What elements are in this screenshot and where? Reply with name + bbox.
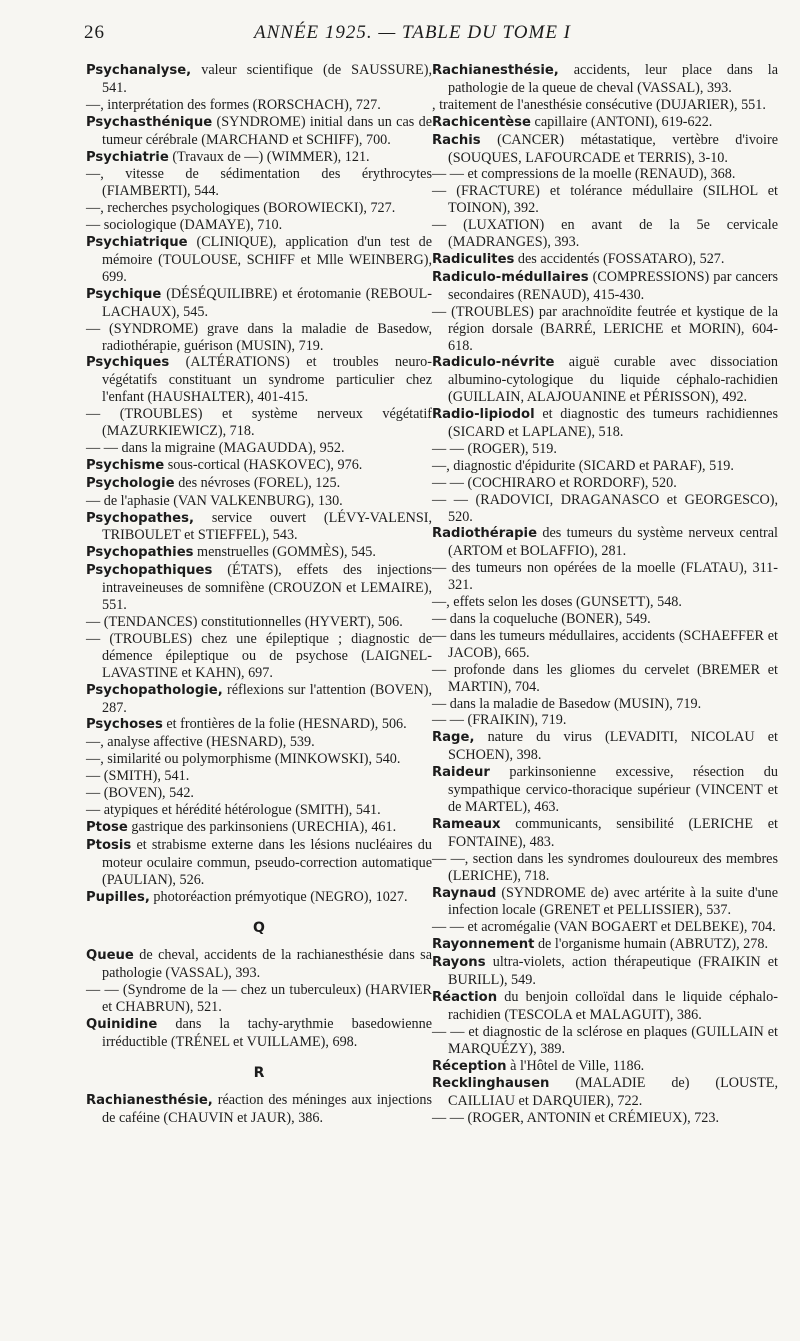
entry-text: et strabisme externe dans les lésions nucléaires du moteur oculaire commun, pseudo-correction automatique (PAULIAN), 526.: [102, 836, 432, 888]
index-entry: [86, 631, 432, 682]
entry-text: ultra-violets, action thérapeutique (FRAIKIN et BURILL), 549.: [448, 954, 778, 989]
index-entry: [86, 889, 432, 907]
index-entry: [432, 441, 778, 458]
entry-headword: Rachicentèse: [432, 114, 531, 130]
index-entry: [86, 440, 432, 457]
index-entry: [86, 321, 432, 355]
entry-text: —, diagnostic d'épidurite (SICARD et PARAF), 519.: [432, 457, 734, 474]
index-entry: [432, 851, 778, 885]
entry-text: de cheval, accidents de la rachianesthésie dans sa pathologie (VASSAL), 393.: [102, 947, 432, 982]
entry-text: — — (ROGER, ANTONIN et CRÉMIEUX), 723.: [432, 1110, 720, 1127]
entry-text: (SYNDROME de) avec artérite à la suite d'une infection locale (GRENET et PELLISSIER), 537.: [448, 884, 778, 919]
index-entry: [432, 132, 778, 167]
index-entry: [432, 217, 778, 251]
entry-text: —, recherches psychologiques (BOROWIECKI), 727.: [86, 200, 396, 217]
index-entry: [86, 837, 432, 889]
entry-text: nature du virus (LEVADITI, NICOLAU et SCHOEN), 398.: [448, 729, 778, 764]
entry-text: , traitement de l'anesthésie consécutive (DUJARIER), 551.: [432, 96, 766, 113]
entry-text: — (FRACTURE) et tolérance médullaire (SILHOL et TOINON), 392.: [432, 183, 778, 217]
entry-text: valeur scientifique (de SAUSSURE), 541.: [102, 62, 432, 96]
entry-headword: Queue: [86, 948, 134, 964]
entry-text: — — (COCHIRARO et RORDORF), 520.: [432, 474, 677, 491]
entry-headword: Radiothérapie: [432, 526, 538, 542]
index-entry: [86, 286, 432, 321]
index-entry: [432, 354, 778, 406]
entry-headword: Rayons: [432, 955, 486, 971]
entry-headword: Psychasthénique: [86, 114, 213, 130]
entry-text: (SYNDROME) initial dans un cas de tumeur cérébrale (MARCHAND et SCHIFF), 700.: [102, 113, 432, 148]
index-entry: [432, 729, 778, 764]
entry-headword: Psychanalyse,: [86, 63, 192, 78]
entry-text: communicants, sensibilité (LERICHE et FONTAINE), 483.: [448, 815, 778, 850]
index-entry: [86, 217, 432, 234]
entry-text: —, similarité ou polymorphisme (MINKOWSKI), 540.: [86, 751, 401, 768]
entry-text: à l'Hôtel de Ville, 1186.: [506, 1057, 645, 1074]
index-entry: [86, 354, 432, 406]
index-entry: [86, 716, 432, 734]
entry-text: — profonde dans les gliomes du cervelet (BREMER et MARTIN), 704.: [432, 661, 778, 695]
index-entry: [432, 764, 778, 816]
entry-text: service ouvert (LÉVY-VALENSI, TRIBOULET et STIEFFEL), 543.: [102, 509, 432, 544]
entry-text: réaction des méninges aux injections de caféine (CHAUVIN et JAUR), 386.: [102, 1091, 432, 1126]
index-entry: [432, 1024, 778, 1058]
index-entry: [86, 562, 432, 614]
index-entry: [86, 614, 432, 631]
entry-text: — — et compressions de la moelle (RENAUD), 368.: [432, 166, 736, 183]
index-entry: [86, 475, 432, 493]
page-number: 26: [84, 22, 105, 43]
index-entry: [86, 802, 432, 819]
entry-text: — — (ROGER), 519.: [432, 440, 557, 457]
entry-headword: Rayonnement: [432, 937, 535, 953]
index-entry: [432, 1058, 778, 1076]
entry-headword: Rachianesthésie,: [86, 1092, 213, 1108]
entry-headword: Psychopathiques: [86, 563, 213, 579]
entry-text: — (SYNDROME) grave dans la maladie de Basedow, radiothérapie, guérison (MUSIN), 719.: [86, 320, 432, 354]
index-entry: [86, 785, 432, 802]
index-entry: [432, 696, 778, 713]
entry-headword: Recklinghausen: [432, 1076, 550, 1092]
entry-headword: Raideur: [432, 765, 490, 781]
entry-text: — — (RADOVICI, DRAGANASCO et GEORGESCO), 520.: [432, 491, 778, 525]
entry-headword: Rachis: [432, 132, 481, 148]
entry-text: — de l'aphasie (VAN VALKENBURG), 130.: [86, 492, 343, 509]
index-entry: [86, 1092, 432, 1127]
index-column-left: [86, 62, 432, 1126]
section-letter: R: [253, 1064, 265, 1081]
entry-text: accidents, leur place dans la pathologie de la queue de cheval (VASSAL), 393.: [448, 62, 778, 96]
entry-text: — (TROUBLES) et système nerveux végétatif (MAZURKIEWICZ), 718.: [86, 406, 432, 440]
entry-text: menstruelles (GOMMÈS), 545.: [193, 544, 376, 561]
entry-text: (MALADIE de) (LOUSTE, CAILLIAU et DARQUIER), 722.: [448, 1075, 778, 1110]
index-entry: [432, 62, 778, 97]
index-entry: [86, 544, 432, 562]
index-entry: [432, 560, 778, 594]
index-entry: [86, 510, 432, 545]
entry-text: (ALTÉRATIONS) et troubles neuro-végétatifs constituant un syndrome particulier chez l'enfant (HAUSHALTER), 401-415.: [102, 354, 432, 406]
entry-text: — (LUXATION) en avant de la 5e cervicale (MADRANGES), 393.: [432, 217, 778, 251]
entry-text: du benjoin colloïdal dans le liquide céphalo-rachidien (TESCOLA et MALAGUIT), 386.: [448, 988, 778, 1023]
entry-headword: Radiculites: [432, 251, 515, 267]
index-entry: [432, 114, 778, 132]
entry-headword: Psychologie: [86, 475, 175, 491]
entry-headword: Psychopathies: [86, 545, 194, 561]
index-entry: [432, 628, 778, 662]
entry-headword: Raynaud: [432, 885, 497, 901]
index-entry: [86, 819, 432, 837]
entry-headword: Réception: [432, 1058, 507, 1074]
index-entry: [432, 458, 778, 475]
index-column-right: [432, 62, 778, 1127]
running-header: [84, 22, 764, 48]
index-entry: [86, 149, 432, 167]
entry-text: — — (FRAIKIN), 719.: [432, 712, 567, 729]
entry-text: des névroses (FOREL), 125.: [174, 474, 341, 491]
entry-headword: Psychiques: [86, 355, 170, 371]
index-entry: [86, 62, 432, 97]
entry-text: — (SMITH), 541.: [86, 768, 190, 785]
index-entry: [86, 768, 432, 785]
entry-text: parkinsonienne excessive, résection du sympathique cervico-thoracique supérieur (VINCENT et de MARTEL), 463.: [448, 764, 778, 815]
entry-text: (DÉSÉQUILIBRE) et érotomanie (REBOUL-LACHAUX), 545.: [102, 285, 432, 320]
entry-headword: Rage,: [432, 730, 475, 746]
index-entry: [86, 200, 432, 217]
index-entry: [86, 1016, 432, 1051]
index-entry: [432, 954, 778, 989]
entry-headword: Radiculo-névrite: [432, 355, 555, 371]
index-entry: [432, 475, 778, 492]
entry-headword: Psychiatrique: [86, 235, 188, 251]
index-entry: [432, 525, 778, 560]
entry-text: — dans la coqueluche (BONER), 549.: [432, 611, 651, 627]
entry-headword: Réaction: [432, 989, 498, 1005]
entry-text: (COMPRESSIONS) par cancers secondaires (RENAUD), 415-430.: [448, 268, 778, 303]
index-entry: [432, 611, 778, 628]
index-entry: [86, 97, 432, 114]
entry-text: et frontières de la folie (HESNARD), 506.: [162, 716, 407, 733]
index-entry: [432, 492, 778, 526]
entry-text: de l'organisme humain (ABRUTZ), 278.: [534, 936, 769, 953]
entry-headword: Psychique: [86, 286, 162, 302]
index-entry: [86, 493, 432, 510]
index-entry: [86, 982, 432, 1016]
entry-text: des tumeurs du système nerveux central (ARTOM et BOLAFFIO), 281.: [448, 525, 778, 560]
index-entry: [432, 712, 778, 729]
index-entry: [432, 1110, 778, 1127]
entry-text: —, vitesse de sédimentation des érythrocytes (FIAMBERTI), 544.: [86, 166, 432, 200]
entry-text: gastrique des parkinsoniens (URECHIA), 461.: [127, 818, 397, 835]
entry-text: —, interprétation des formes (RORSCHACH), 727.: [86, 96, 381, 113]
entry-headword: Pupilles,: [86, 889, 150, 905]
entry-headword: Radiculo-médullaires: [432, 269, 589, 285]
index-entry: [432, 919, 778, 936]
entry-text: — — et acromégalie (VAN BOGAERT et DELBEKE), 704.: [432, 919, 776, 936]
entry-text: — — dans la migraine (MAGAUDDA), 952.: [86, 439, 345, 456]
entry-text: — dans les tumeurs médullaires, accidents (SCHAEFFER et JACOB), 665.: [432, 627, 778, 661]
entry-text: capillaire (ANTONI), 619-622.: [530, 113, 713, 130]
index-entry: [432, 304, 778, 355]
entry-text: — (BOVEN), 542.: [86, 785, 194, 802]
entry-text: dans la tachy-arythmie basedowienne irréductible (TRÉNEL et VUILLAME), 698.: [102, 1015, 432, 1050]
entry-text: — — (Syndrome de la — chez un tuberculeux) (HARVIER et CHABRUN), 521.: [86, 982, 432, 1016]
index-entry: [432, 269, 778, 304]
entry-text: (Travaux de —) (WIMMER), 121.: [168, 148, 370, 165]
section-letter: Q: [253, 920, 265, 937]
entry-headword: Quinidine: [86, 1016, 158, 1032]
entry-text: — (TROUBLES) par arachnoïdite feutrée et kystique de la région dorsale (BARRÉ, LERICHE et MORIN), 604-618.: [432, 303, 778, 354]
entry-headword: Rameaux: [432, 816, 501, 832]
index-entry: [86, 234, 432, 286]
entry-text: des accidentés (FOSSATARO), 527.: [514, 250, 725, 267]
index-entry: [86, 457, 432, 475]
index-entry: [86, 734, 432, 751]
entry-text: —, effets selon les doses (GUNSETT), 548.: [432, 594, 682, 611]
index-entry: [432, 251, 778, 269]
index-entry: [432, 936, 778, 954]
entry-text: — atypiques et hérédité hétérologue (SMITH), 541.: [86, 801, 381, 818]
index-entry: [432, 166, 778, 183]
entry-text: (CLINIQUE), application d'un test de mémoire (TOULOUSE, SCHIFF et Mlle WEINBERG), 699.: [102, 234, 432, 285]
index-entry: [432, 594, 778, 611]
page-title: ANNÉE 1925. — TABLE DU TOME I: [254, 22, 571, 43]
index-entry: [432, 885, 778, 920]
entry-text: (CANCER) métastatique, vertèbre d'ivoire (SOUQUES, LAFOURCADE et TERRIS), 3-10.: [448, 131, 778, 166]
index-entry: [86, 166, 432, 200]
entry-headword: Psychisme: [86, 457, 165, 473]
entry-headword: Psychopathologie,: [86, 682, 223, 698]
index-entry: [432, 183, 778, 217]
index-entry: [86, 406, 432, 440]
index-entry: [432, 406, 778, 441]
entry-text: — (TROUBLES) chez une épileptique ; diagnostic de démence épileptique ou de psychose (LAIGNEL-LAVASTINE et KAHN), 697.: [86, 630, 432, 681]
entry-headword: Psychiatrie: [86, 149, 169, 165]
entry-text: aiguë curable avec dissociation albumino-cytologique du liquide céphalo-rachidien (GUILLAIN, ALAJOUANINE et PÉRISSON), 492.: [448, 354, 778, 406]
index-entry: [432, 816, 778, 851]
index-entry: [86, 114, 432, 149]
entry-headword: Psychoses: [86, 717, 163, 733]
entry-text: — —, section dans les syndromes douloureux des membres (LERICHE), 718.: [432, 850, 778, 884]
entry-headword: Ptosis: [86, 837, 132, 853]
index-entry: [86, 751, 432, 768]
index-entry: [432, 97, 778, 114]
index-entry: [432, 1075, 778, 1110]
entry-text: — des tumeurs non opérées de la moelle (FLATAU), 311-321.: [432, 560, 778, 594]
index-entry: [86, 947, 432, 982]
entry-text: sous-cortical (HASKOVEC), 976.: [164, 456, 363, 473]
entry-text: photoréaction prémyotique (NEGRO), 1027.: [149, 888, 408, 905]
index-entry: [86, 682, 432, 717]
entry-text: — — et diagnostic de la sclérose en plaques (GUILLAIN et MARQUÉZY), 389.: [432, 1023, 778, 1057]
entry-headword: Radio-lipiodol: [432, 407, 535, 423]
entry-text: —, analyse affective (HESNARD), 539.: [86, 734, 315, 751]
entry-text: — (TENDANCES) constitutionnelles (HYVERT), 506.: [86, 614, 403, 630]
index-entry: [432, 662, 778, 696]
entry-text: — sociologique (DAMAYE), 710.: [86, 217, 283, 234]
entry-text: réflexions sur l'attention (BOVEN), 287.: [102, 681, 432, 716]
entry-headword: Ptose: [86, 819, 128, 835]
entry-text: — dans la maladie de Basedow (MUSIN), 719.: [432, 695, 702, 712]
entry-text: et diagnostic des tumeurs rachidiennes (SICARD et LAPLANE), 518.: [448, 406, 778, 441]
entry-text: (ÉTATS), effets des injections intraveineuses de somnifène (CROUZON et LEMAIRE), 551.: [102, 562, 432, 614]
entry-headword: Rachianesthésie,: [432, 63, 559, 78]
entry-headword: Psychopathes,: [86, 510, 194, 526]
index-entry: [432, 989, 778, 1024]
